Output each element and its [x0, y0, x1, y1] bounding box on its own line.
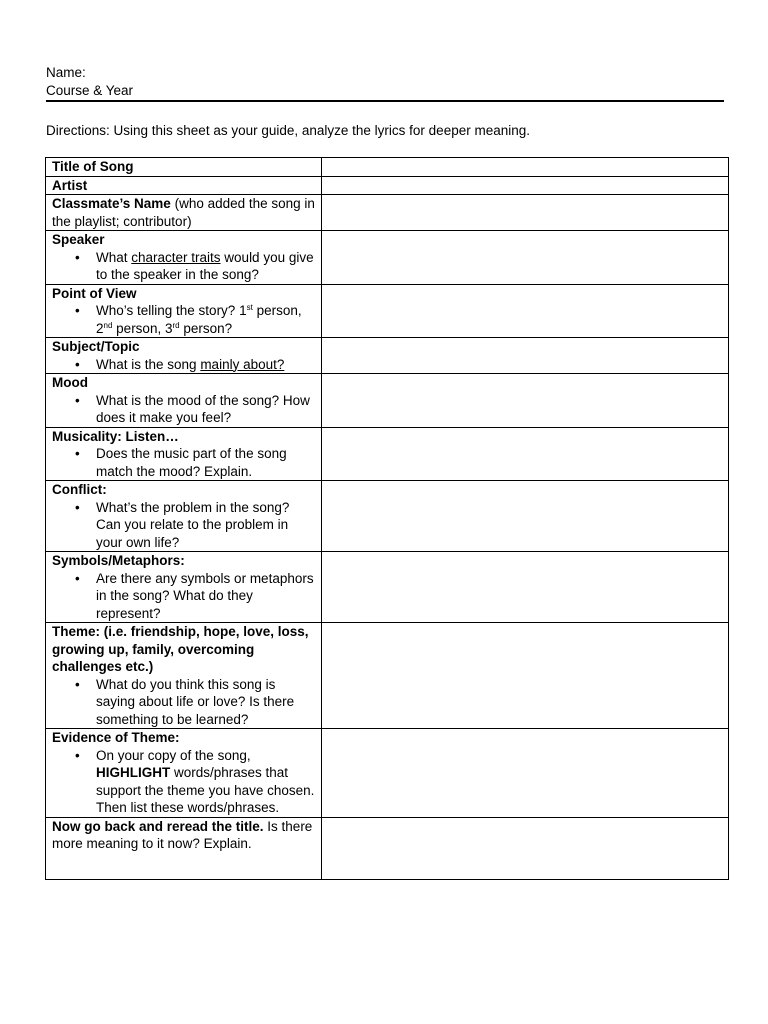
- table-row: [46, 481, 729, 552]
- table-row: [46, 338, 729, 374]
- table-row: [46, 817, 729, 879]
- student-header: [46, 64, 133, 100]
- table-row: [46, 623, 729, 729]
- name-label: Name:: [46, 65, 86, 80]
- row-label-symbols: Symbols/Metaphors: • Are there any symbols or metaphors in the song? What do they represent?: [46, 552, 322, 623]
- table-row: [46, 284, 729, 338]
- speaker-question: • What character traits would you give to the speaker in the song?: [96, 249, 315, 284]
- table-row: [46, 231, 729, 285]
- table-row: [46, 158, 729, 177]
- header-divider: [46, 100, 724, 102]
- directions-text: Directions: Using this sheet as your guide, analyze the lyrics for deeper meaning.: [46, 123, 530, 138]
- row-label-artist: Artist: [46, 176, 322, 195]
- course-year-label: Course & Year: [46, 83, 134, 98]
- answer-cell-evidence[interactable]: [322, 729, 729, 818]
- row-label-title: Title of Song: [46, 158, 322, 177]
- row-label-evidence: Evidence of Theme: • On your copy of the song, HIGHLIGHT words/phrases that support the theme you have chosen. Then list these words/phrases.: [46, 729, 322, 818]
- answer-cell-pov[interactable]: [322, 284, 729, 338]
- table-row: [46, 176, 729, 195]
- answer-cell-classmate[interactable]: [322, 195, 729, 231]
- answer-cell-conflict[interactable]: [322, 481, 729, 552]
- row-label-reread: Now go back and reread the title. Is there more meaning to it now? Explain.: [46, 817, 322, 879]
- row-label-speaker: Speaker • What character traits would you give to the speaker in the song?: [46, 231, 322, 285]
- row-label-musicality: Musicality: Listen… • Does the music part of the song match the mood? Explain.: [46, 427, 322, 481]
- subject-question: • What is the song mainly about?: [96, 356, 315, 374]
- row-label-theme: Theme: (i.e. friendship, hope, love, loss, growing up, family, overcoming challenges etc.) • What do you think this song is saying about life or love? Is there something to be learned?: [46, 623, 322, 729]
- evidence-question: • On your copy of the song, HIGHLIGHT words/phrases that support the theme you have chosen. Then list these words/phrases.: [96, 747, 315, 817]
- musicality-question: • Does the music part of the song match the mood? Explain.: [96, 445, 315, 480]
- answer-cell-theme[interactable]: [322, 623, 729, 729]
- table-row: [46, 427, 729, 481]
- theme-question: • What do you think this song is saying about life or love? Is there something to be learned?: [96, 676, 315, 729]
- answer-cell-mood[interactable]: [322, 374, 729, 428]
- lyrics-analysis-table: [45, 157, 729, 880]
- answer-cell-symbols[interactable]: [322, 552, 729, 623]
- conflict-question: • What’s the problem in the song? Can you relate to the problem in your own life?: [96, 499, 315, 552]
- answer-cell-speaker[interactable]: [322, 231, 729, 285]
- answer-cell-artist[interactable]: [322, 176, 729, 195]
- mood-question: • What is the mood of the song? How does it make you feel?: [96, 392, 315, 427]
- row-label-pov: Point of View • Who’s telling the story? 1st person, 2nd person, 3rd person?: [46, 284, 322, 338]
- answer-cell-title[interactable]: [322, 158, 729, 177]
- answer-cell-reread[interactable]: [322, 817, 729, 879]
- row-label-mood: Mood • What is the mood of the song? How does it make you feel?: [46, 374, 322, 428]
- pov-question: • Who’s telling the story? 1st person, 2nd person, 3rd person?: [96, 302, 315, 337]
- answer-cell-musicality[interactable]: [322, 427, 729, 481]
- answer-cell-subject[interactable]: [322, 338, 729, 374]
- table-row: [46, 552, 729, 623]
- row-label-classmate: Classmate’s Name (who added the song in the playlist; contributor): [46, 195, 322, 231]
- symbols-question: • Are there any symbols or metaphors in the song? What do they represent?: [96, 570, 315, 623]
- table-row: [46, 729, 729, 818]
- row-label-subject: Subject/Topic • What is the song mainly about?: [46, 338, 322, 374]
- table-row: [46, 374, 729, 428]
- table-row: [46, 195, 729, 231]
- row-label-conflict: Conflict: • What’s the problem in the song? Can you relate to the problem in your own life?: [46, 481, 322, 552]
